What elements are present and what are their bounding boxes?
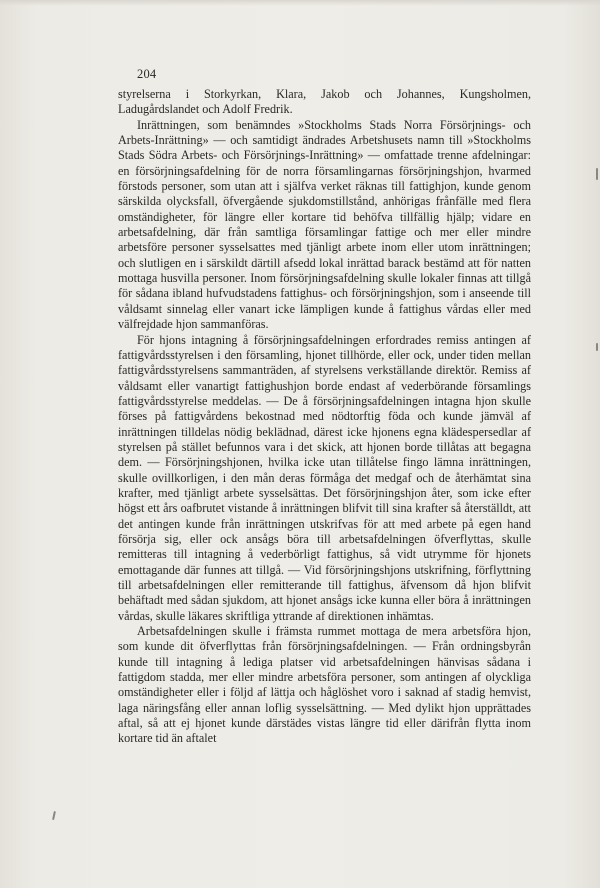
margin-speck — [596, 168, 598, 180]
paragraph-3: För hjons intagning å försörjningsafdelningen erfordrades remiss antingen af fattigvårdsstyrelsen i den församling, hjonet tillhörde, eller ock, under tiden mellan fattigvårdsstyrelsens sammanträden, af styrelsens verkställande direktör. Remiss af våldsamt eller vanartigt fattighushjon borde endast af vederbörande församlings fattigvårdsstyrelse meddelas. — De å försörjningsafdelningen intagna hjon skulle förses på fattigvårdens bekostnad med nödtorftig föda och kunde jämväl af inrättningen tilldelas nödig beklädnad, därest icke hjonens egna klädespersedlar af styrelsen på stället befunnos vara i det skick, att hjonen borde tillåtas att begagna dem. — Försörjningshjonen, hvilka icke utan tillåtelse fingo lämna inrättningen, skulle ovillkorligen, i den mån deras förmåga det medgaf och de återhämtat sina krafter, med tjänligt arbete sysselsättas. Det försörjningshjon åter, som icke efter högst ett års oafbrutet vistande å inrättningen blifvit till sina krafter så återställdt, att det antingen kunde från inrättningen utskrifvas för att med arbete på egen hand försörja sig, eller ock ansågs böra till arbetsafdelningen öfverflyttas, skulle remitteras till intagning å vederbörligt fattighus, så vidt utrymme för hjonets emottagande där funnes att tillgå. — Vid försörjningshjons utskrifning, förflyttning till arbetsafdelningen eller remitterande till fattighus, äfvensom då hjon blifvit behäftadt med sådan sjukdom, att hjonet ansågs icke kunna eller böra å inrättningen vårdas, skulle läkares skriftliga yttrande af direktionen inhämtas. — [118, 332, 531, 623]
body-text — [118, 87, 531, 747]
page-number: 204 — [137, 67, 157, 81]
page-top-shadow — [0, 0, 600, 6]
margin-speck — [596, 343, 598, 351]
paragraph-4: Arbetsafdelningen skulle i främsta rummet mottaga de mera arbetsföra hjon, som kunde dit öfverflyttas från försörjningsafdelningen. — Från ordningsbyrån kunde till intagning å lediga platser vid arbetsafdelningen hänvisas sådana i fattigdom stadda, mer eller mindre arbetsföra personer, som antingen af olyckliga omständigheter eller i följd af lättja och håglöshet voro i saknad af stadig hemvist, laga näringsfång eller annan loflig sysselsättning. — Med dylikt hjon upprättades aftal, så att ej hjonet kunde därstädes vistas längre tid eller därifrån flytta inom kortare tid än aftalet — [118, 624, 531, 746]
paragraph-1: styrelserna i Storkyrkan, Klara, Jakob och Johannes, Kungsholmen, Ladugårdslandet och Adolf Fredrik. — [118, 87, 531, 117]
paragraph-2: Inrättningen, som benämndes »Stockholms Stads Norra Försörjnings- och Arbets-Inrättning» — och samtidigt ändrades Arbetshusets namn till »Stockholms Stads Södra Arbets- och Försörjnings-Inrättning» — omfattade trenne afdelningar: en försörjningsafdelning för de norra församlingarnas försörjningshjon, hvarmed förstods personer, som utan att i själfva verket räknas till fattighjon, kunde genom särskilda olycksfall, öfvergående sjukdomstillstånd, anhörigas frånfälle med flera omständigheter, för längre eller kortare tid behöfva tillfällig hjälp; vidare en arbetsafdelning, där från samtliga församlingar fattige och mer eller mindre arbetsföre personer sysselsattes med tjänligt arbete inom eller utom inrättningen; och slutligen en i särskildt därtill afsedd lokal inrättad barack bestämd att för natten mottaga husvilla personer. Inom försörjningsafdelning skulle lokaler finnas att tillgå för sådana ibland hufvudstadens fattighus- och försörjningshjon, som i anseende till våldsamt sinnelag eller vanart icke lämpligen kunde å fattighus vårdas eller med välfrejdade hjon sammanföras. — [118, 117, 531, 332]
margin-speck — [52, 811, 55, 820]
